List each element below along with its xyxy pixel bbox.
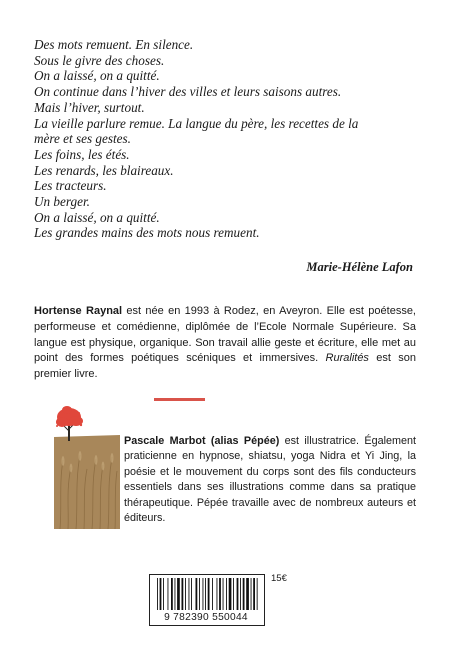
poem-line: Mais l’hiver, surtout.: [34, 99, 145, 115]
tree-wheat-illustration: [54, 405, 120, 529]
barcode-bar: [160, 578, 162, 610]
poem-line: La vieille parlure remue. La langue du père, les recettes de la: [34, 115, 359, 131]
poem-line: Des mots remuent. En silence.: [34, 37, 194, 52]
barcode-bar: [199, 578, 200, 610]
barcode-bar: [171, 578, 173, 610]
barcode-bar: [168, 578, 169, 610]
author-name: Hortense Raynal: [34, 305, 123, 317]
accent-divider: [154, 398, 205, 401]
poem-line: On a laissé, on a quitté.: [34, 68, 160, 84]
poem-line: Sous le givre des choses.: [34, 52, 165, 68]
illustrator-name: Pascale Marbot (alias Pépée): [124, 435, 280, 447]
barcode-bar: [226, 578, 227, 610]
barcode-bar: [163, 578, 164, 610]
barcode-bar: [237, 578, 239, 610]
barcode-bar: [212, 578, 213, 610]
barcode-bar: [203, 578, 204, 610]
barcode-bar: [251, 578, 252, 610]
barcode-bar: [189, 578, 190, 610]
poem-line: Les tracteurs.: [34, 178, 107, 194]
poem-line: Les foins, les étés.: [34, 146, 130, 162]
barcode-bar: [257, 578, 258, 610]
author-bio-text-end: est son premier livre.: [34, 352, 416, 381]
poem-line: Un berger.: [34, 194, 90, 210]
poem: [34, 37, 434, 241]
poem-line: Les renards, les blaireaux.: [34, 162, 174, 178]
poem-line: Les grandes mains des mots nous remuent.: [34, 225, 260, 241]
barcode-bar: [219, 578, 221, 610]
barcode-bar: [191, 578, 192, 610]
author-bio-text: est née en 1993 à Rodez, en Aveyron. Elle est poétesse, performeuse et comédienne, diplômée de l’Ecole Normale Supérieure. Sa langue est physique, organique. Son travail allie geste et écriture, elle met au point des formes poétiques scéniques et immersives.: [34, 305, 416, 365]
price-label: 15€: [271, 573, 287, 584]
barcode-bar: [233, 578, 234, 610]
barcode-bar: [223, 578, 224, 610]
poem-line: mère et ses gestes.: [34, 131, 131, 147]
poem-line: On continue dans l’hiver des villes et leurs saisons autres.: [34, 84, 342, 100]
barcode-bar: [217, 578, 218, 610]
barcode-bar: [208, 578, 210, 610]
barcode-bar: [243, 578, 245, 610]
author-bio: [34, 304, 416, 383]
book-title: Ruralités: [325, 352, 369, 365]
poem-signature: Marie-Hélène Lafon: [306, 260, 413, 274]
illustrator-bio: [124, 434, 416, 526]
illustrator-bio-text: est illustratrice. Également praticienne en hypnose, shiatsu, yoga Nidra et Yi Jing, la poésie et le mouvement du corps sont des fils conducteurs essentiels dans ses illustrations comme dans sa pratique thérapeutique. Pépée travaille avec de nombreux auteurs et éditeurs.: [124, 435, 416, 525]
barcode-bar: [175, 578, 176, 610]
barcode-bar: [196, 578, 198, 610]
isbn-number: 9 782390 550044: [164, 612, 248, 623]
barcode-bar: [253, 578, 255, 610]
barcode-bar: [182, 578, 184, 610]
barcode-bar: [185, 578, 186, 610]
barcode-bar: [177, 578, 180, 610]
poem-line: On a laissé, on a quitté.: [34, 209, 160, 225]
barcode-bar: [205, 578, 206, 610]
barcode-bar: [246, 578, 249, 610]
barcode-bar: [240, 578, 241, 610]
barcode-bar: [229, 578, 232, 610]
barcode-bar: [157, 578, 158, 610]
